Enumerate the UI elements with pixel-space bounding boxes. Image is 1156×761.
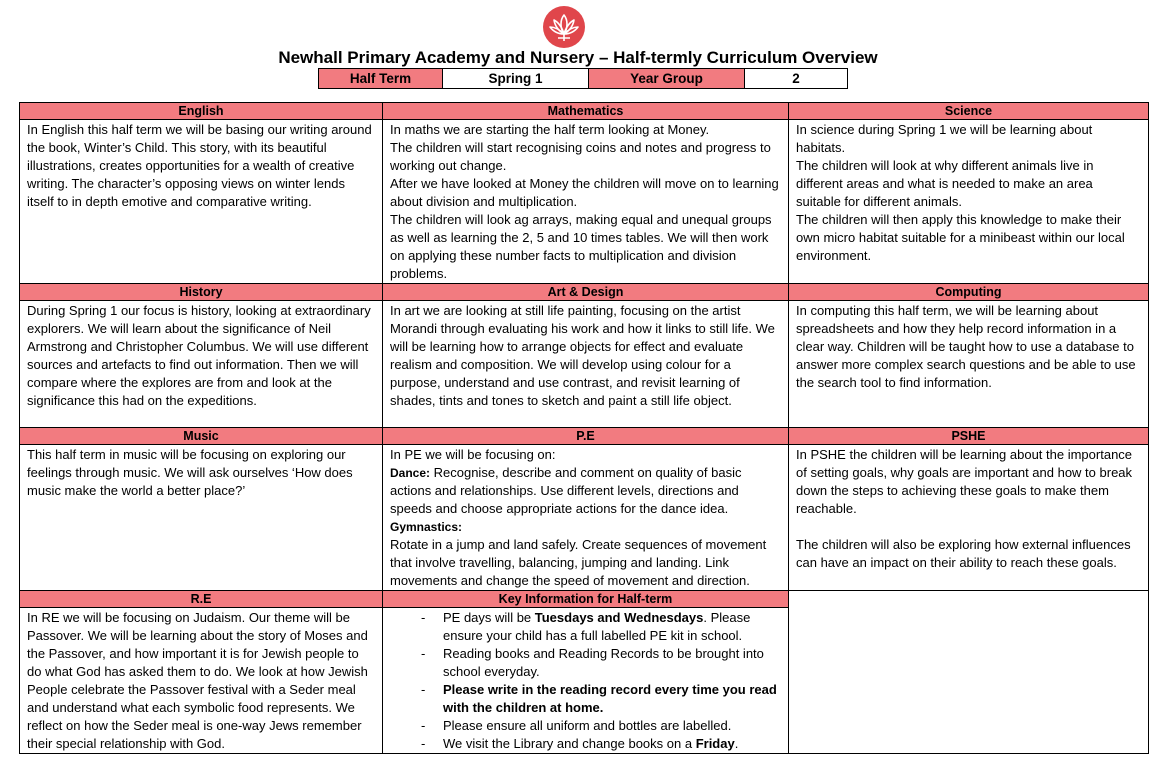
- science-p2: The children will look at why different animals live in different areas and what is needed to make an area suitable for different animals.: [796, 158, 1094, 209]
- art-heading: Art & Design: [383, 284, 789, 301]
- history-cell: [20, 301, 383, 428]
- science-heading: Science: [789, 103, 1149, 120]
- curriculum-grid: [19, 102, 1149, 754]
- half-term-value: Spring 1: [443, 69, 589, 89]
- art-text: In art we are looking at still life painting, focusing on the artist Morandi through evaluating his work and how it links to still life. We will be learning how to arrange objects for effect and evaluate realism and composition. We will develop using colour for a purpose, understand and use contrast, and revisit learning of shades, tints and tones to sketch and paint a still life object.: [390, 303, 775, 408]
- pe-dance-text: Recognise, describe and comment on quality of basic actions and relationships. Use different levels, directions and speeds and choose appropriate actions for the dance idea.: [390, 465, 742, 516]
- list-item: - Please write in the reading record every time you read with the children at home.: [421, 681, 781, 717]
- re-cell: [20, 608, 383, 754]
- science-p1: In science during Spring 1 we will be learning about habitats.: [796, 122, 1093, 155]
- key-info-cell: [383, 608, 789, 754]
- maths-p3: After we have looked at Money the children will move on to learning about division and multiplication.: [390, 176, 779, 209]
- science-cell: [789, 120, 1149, 284]
- english-text: In English this half term we will be basing our writing around the book, Winter’s Child. This story, with its beautiful illustrations, creates opportunities for a wealth of creative writing. The character’s opposing views on winter lends itself to in depth emotive and comparative writing.: [27, 122, 372, 209]
- re-heading: R.E: [20, 591, 383, 608]
- pe-dance-label: Dance:: [390, 466, 431, 480]
- pshe-heading: PSHE: [789, 428, 1149, 445]
- maths-p2: The children will start recognising coins and notes and progress to working out change.: [390, 140, 771, 173]
- pshe-cell: [789, 445, 1149, 591]
- pe-intro: In PE we will be focusing on:: [390, 447, 556, 462]
- science-p3: The children will then apply this knowledge to make their own micro habitat suitable for a minibeast within our local environment.: [796, 212, 1125, 263]
- music-cell: [20, 445, 383, 591]
- music-heading: Music: [20, 428, 383, 445]
- list-item: - PE days will be Tuesdays and Wednesdays. Please ensure your child has a full labelled PE kit in school.: [421, 609, 781, 645]
- pe-dance: [390, 464, 781, 518]
- music-text: This half term in music will be focusing on exploring our feelings through music. We will ask ourselves ‘How does music make the world a better place?’: [27, 447, 353, 498]
- maths-heading: Mathematics: [383, 103, 789, 120]
- key-info-heading: Key Information for Half-term: [383, 591, 789, 608]
- list-item: - We visit the Library and change books on a Friday.: [421, 735, 781, 753]
- list-item: - Please ensure all uniform and bottles are labelled.: [421, 717, 781, 735]
- pe-cell: [383, 445, 789, 591]
- list-item: - Reading books and Reading Records to be brought into school everyday.: [421, 645, 781, 681]
- page-title: Newhall Primary Academy and Nursery – Half-termly Curriculum Overview: [278, 48, 878, 67]
- maths-p1: In maths we are starting the half term looking at Money.: [390, 122, 710, 137]
- computing-text: In computing this half term, we will be learning about spreadsheets and how they help record information in a clear way. Children will be taught how to use a database to answer more complex search questions and be able to use the search tool to find information.: [796, 303, 1136, 390]
- pshe-p2: The children will also be exploring how external influences can have an impact on their ability to reach these goals.: [796, 537, 1131, 570]
- computing-heading: Computing: [789, 284, 1149, 301]
- year-group-value: 2: [745, 69, 848, 89]
- art-cell: [383, 301, 789, 428]
- computing-cell: [789, 301, 1149, 428]
- pe-gym-text: Rotate in a jump and land safely. Create sequences of movement that involve travelling, balancing, jumping and landing. Link movements and change the speed of movement and direction.: [390, 537, 767, 588]
- english-heading: English: [20, 103, 383, 120]
- half-term-label: Half Term: [319, 69, 443, 89]
- re-text: In RE we will be focusing on Judaism. Our theme will be Passover. We will be learning about the story of Moses and the Passover, and how important it is for Jewish people to do what God has asked them to do. We look at how Jewish People celebrate the Passover festival with a Seder meal and understand what each symbolic food represents. We reflect on how the Seder meal is one-way Jews remember their special relationship with God.: [27, 610, 368, 751]
- lotus-flower-logo-icon: [543, 6, 585, 48]
- pe-gym-label: Gymnastics:: [390, 520, 463, 534]
- pshe-p1: In PSHE the children will be learning about the importance of setting goals, why goals are important and how to break down the steps to achieving these goals to make them reachable.: [796, 447, 1133, 516]
- pe-heading: P.E: [383, 428, 789, 445]
- history-heading: History: [20, 284, 383, 301]
- key-info-list: [390, 609, 781, 753]
- maths-cell: [383, 120, 789, 284]
- maths-p4: The children will look ag arrays, making equal and unequal groups as well as learning the 2, 5 and 10 times tables. We will then work on applying these number facts to multiplication and division problems.: [390, 212, 772, 281]
- term-info-table: [318, 68, 848, 89]
- english-cell: [20, 120, 383, 284]
- empty-cell: [789, 591, 1149, 754]
- history-text: During Spring 1 our focus is history, looking at extraordinary explorers. We will learn about the significance of Neil Armstrong and Christopher Columbus. We will use different sources and artefacts to find out information. Then we will compare where the explores are from and look at the significance this had on the expeditions.: [27, 303, 371, 408]
- year-group-label: Year Group: [589, 69, 745, 89]
